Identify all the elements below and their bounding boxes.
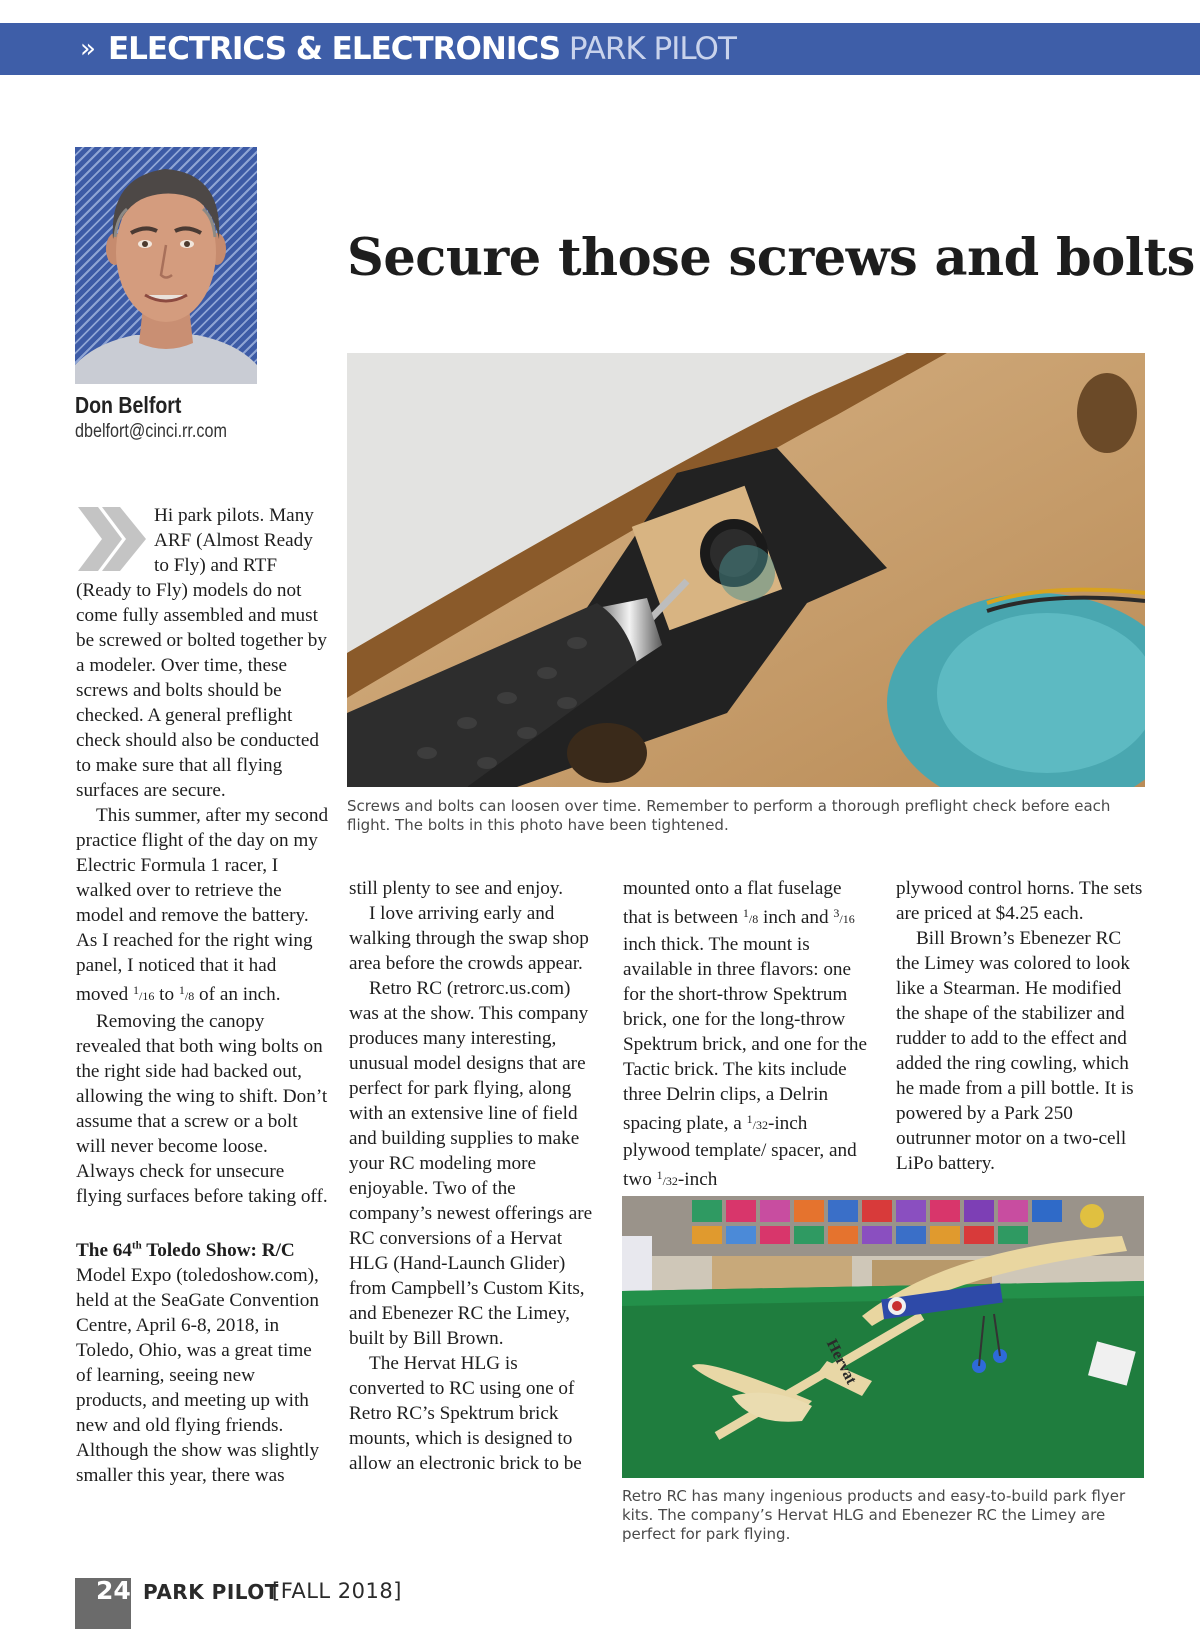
section-name: ELECTRICS & ELECTRONICS: [108, 31, 561, 67]
section-header-bar: [0, 23, 1200, 75]
article-column-3: [623, 876, 868, 1194]
article-photo-screwdriver: [347, 353, 1145, 787]
footer-issue: [FALL 2018]: [272, 1579, 402, 1603]
page-number: 24: [96, 1576, 131, 1605]
author-portrait: [75, 147, 257, 384]
publication-name: PARK PILOT: [568, 31, 736, 67]
author-email[interactable]: dbelfort@cinci.rr.com: [75, 421, 227, 442]
paragraph: Retro RC (retrorc.us.com) was at the show. This company produces many interesting, unusual model designs that are perfect for park flying, along with an extensive line of field and building supplies to make your RC modeling more enjoyable. Two of the company’s newest offerings are RC conversions of a Hervat HLG (Hand-Launch Glider) from Campbell’s Custom Kits, and Ebenezer RC the Limey, built by Bill Brown.: [349, 978, 593, 1349]
photo2-caption: Retro RC has many ingenious products and easy-to-build park flyer kits. The company’s Hervat HLG and Ebenezer RC the Limey are perfect for park flying.: [622, 1487, 1126, 1543]
article-column-2: [349, 876, 594, 1476]
section-paragraph: The 64th Toledo Show: R/C Model Expo (toledoshow.com), held at the SeaGate Convention Centre, April 6-8, 2018, in Toledo, Ohio, was a great time of learning, seeing new products, and meeting up with new and old flying friends. Although the show was slightly smaller this year, there was: [76, 1240, 320, 1487]
article-column-4: [896, 876, 1146, 1176]
article-title: Secure those screws and bolts: [347, 228, 1195, 288]
double-chevron-icon: [76, 503, 148, 575]
section-heading: The 64th Toledo Show: R/C: [76, 1240, 295, 1262]
paragraph: This summer, after my second practice flight of the day on my Electric Formula 1 racer, I walked over to retrieve the model and remove the battery. As I reached for the right wing panel, I noticed that it had moved $^1$/16 to $^1$/8 of an inch.: [76, 805, 329, 1005]
paragraph: The Hervat HLG is converted to RC using one of Retro RC’s Spektrum brick mounts, which is designed to allow an electronic brick to be: [349, 1353, 582, 1474]
photo1-caption: Screws and bolts can loosen over time. Remember to perform a thorough preflight check before each flight. The bolts in this photo have been tightened.: [347, 797, 1111, 834]
paragraph: still plenty to see and enjoy.: [349, 878, 564, 899]
chevron-right-icon: »: [80, 34, 96, 64]
footer-publication: PARK PILOT: [143, 1580, 279, 1604]
paragraph: Bill Brown’s Ebenezer RC the Limey was colored to look like a Stearman. He modified the shape of the stabilizer and rudder to add to the effect and added the ring cowling, which he made from a pill bottle. It is powered by a Park 250 outrunner motor on a two-cell LiPo battery.: [896, 928, 1134, 1174]
paragraph: mounted onto a flat fuselage that is between $^1$/8 inch and $^3$/16 inch thick. The mount is available in three flavors: one for the short-throw Spektrum brick, one for the long-throw Spektrum brick, and one for the Tactic brick. The kits include three Delrin clips, a Delrin spacing plate, a $^1$/32-inch plywood template/ spacer, and two $^1$/32-inch: [623, 878, 868, 1190]
intro-text: Hi park pilots. Many ARF (Almost Ready to Fly) and RTF (Ready to Fly) models do not come fully assembled and must be screwed or bolted together by a modeler. Over time, these screws and bolts should be checked. A general preflight check should also be conducted to make sure that all flying surfaces are secure.: [76, 505, 327, 801]
author-name: Don Belfort: [75, 392, 182, 418]
article-photo-planes: [622, 1196, 1144, 1478]
paragraph: Removing the canopy revealed that both wing bolts on the right side had backed out, allowing the wing to shift. Don’t assume that a screw or a bolt will never become loose. Always check for unsecure flying surfaces before taking off.: [76, 1011, 328, 1207]
intro-paragraph: [76, 503, 329, 803]
paragraph: plywood control horns. The sets are priced at $4.25 each.: [896, 878, 1143, 924]
hervat-label: Hervat: [822, 1336, 860, 1388]
article-column-1: [76, 503, 329, 1488]
section-header-text: [108, 31, 736, 67]
paragraph: I love arriving early and walking through the swap shop area before the crowds appear.: [349, 903, 589, 974]
